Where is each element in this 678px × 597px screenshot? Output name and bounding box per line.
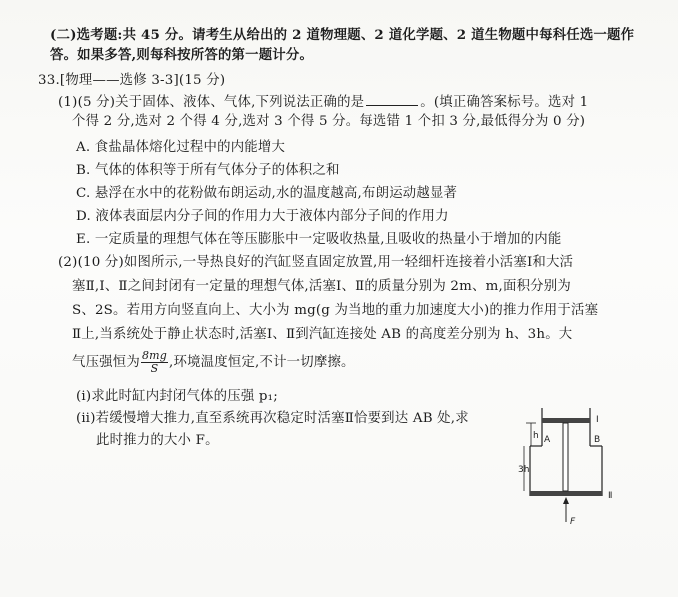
part1-prompt-a: (1)(5 分)关于固体、液体、气体,下列说法正确的是 xyxy=(58,95,365,110)
option-e: E. 一定质量的理想气体在等压膨胀中一定吸收热量,且吸收的热量小于增加的内能 xyxy=(76,232,562,247)
question-33-header: 33.[物理——选修 3-3](15 分) xyxy=(38,73,226,88)
option-c: C. 悬浮在水中的花粉做布朗运动,水的温度越高,布朗运动越显著 xyxy=(76,186,458,201)
section-heading-line2: 答。如果多答,则每科按所答的第一题计分。 xyxy=(50,47,314,63)
connecting-rod xyxy=(563,423,568,491)
sub-question-1: (ⅰ)求此时缸内封闭气体的压强 p₁; xyxy=(76,389,278,404)
label-piston-II: Ⅱ xyxy=(608,491,613,501)
piston-II xyxy=(530,491,602,496)
option-a: A. 食盐晶体熔化过程中的内能增大 xyxy=(76,140,286,155)
pressure-fraction xyxy=(141,350,168,375)
part1-prompt-b: 。(填正确答案标号。选对 1 xyxy=(420,95,589,110)
part2-line2: 塞Ⅱ,Ⅰ、Ⅱ之间封闭有一定量的理想气体,活塞Ⅰ、Ⅱ的质量分别为 2m、m,面积分别为 xyxy=(72,279,571,294)
part2-line5-b: ,环境温度恒定,不计一切摩擦。 xyxy=(169,355,355,370)
part2-line5 xyxy=(72,350,355,375)
part2-line1: (2)(10 分)如图所示,一导热良好的汽缸竖直固定放置,用一轻细杆连接着小活塞Ⅰ和大活 xyxy=(58,255,574,270)
cylinder-diagram xyxy=(520,400,630,535)
label-3h: 3h xyxy=(518,465,530,475)
sub-question-2-line1: (ⅱ)若缓慢增大推力,直至系统再次稳定时活塞Ⅱ恰要到达 AB 处,求 xyxy=(76,411,469,426)
label-h: h xyxy=(533,431,539,441)
force-arrow-head xyxy=(563,497,569,504)
fraction-denominator: S xyxy=(150,362,159,375)
fraction-numerator: 8mg xyxy=(141,349,168,362)
sub-question-2-line2: 此时推力的大小 F。 xyxy=(96,433,219,448)
piston-I xyxy=(542,418,590,423)
part1-prompt-line2: 个得 2 分,选对 2 个得 4 分,选对 3 个得 5 分。每选错 1 个扣 3 分,最低得分为 0 分) xyxy=(72,114,586,129)
option-d: D. 液体表面层内分子间的作用力大于液体内部分子间的作用力 xyxy=(76,209,449,224)
label-F: F xyxy=(570,517,576,527)
label-B: B xyxy=(594,435,601,445)
part2-line3: S、2S。若用方向竖直向上、大小为 mg(g 为当地的重力加速度大小)的推力作用于活塞 xyxy=(72,303,599,318)
part2-line4: Ⅱ上,当系统处于静止状态时,活塞Ⅰ、Ⅱ到汽缸连接处 AB 的高度差分别为 h、3h。大 xyxy=(72,327,573,342)
option-b: B. 气体的体积等于所有气体分子的体积之和 xyxy=(76,163,340,178)
answer-blank xyxy=(366,93,418,106)
part1-prompt-line1 xyxy=(58,93,588,112)
section-heading-line1: (二)选考题:共 45 分。请考生从给出的 2 道物理题、2 道化学题、2 道生物题中每科任选一题作 xyxy=(50,27,635,43)
label-piston-I: Ⅰ xyxy=(596,415,599,425)
part2-line5-a: 气压强恒为 xyxy=(72,355,140,370)
label-A: A xyxy=(544,435,551,445)
